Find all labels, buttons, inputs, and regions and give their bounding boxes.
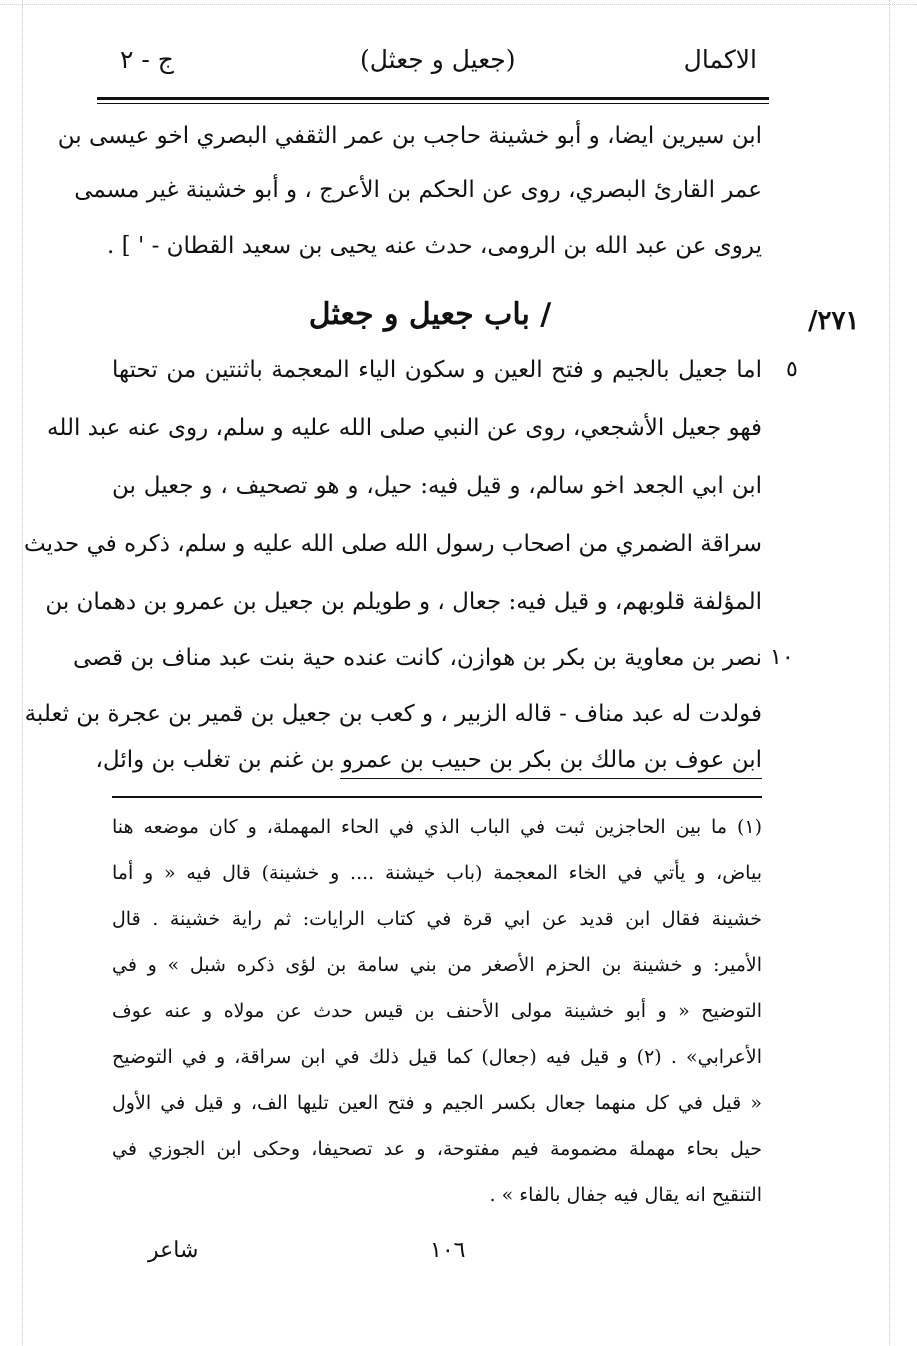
body-line: ابن سيرين ايضا، و أبو خشينة حاجب بن عمر الثقفي البصري اخو عيسى بن bbox=[57, 123, 762, 149]
footnote-line: بياض، و يأتي في الخاء المعجمة (باب خيشنة .... و خشينة) قال فيه « و أما bbox=[112, 862, 762, 884]
line-number-10: ١٠ bbox=[770, 645, 794, 670]
footnote-separator bbox=[112, 796, 762, 798]
printer-signature: شاعر bbox=[148, 1238, 199, 1263]
body-line: فهو جعيل الأشجعي، روى عن النبي صلى الله عليه و سلم، روى عنه عبد الله bbox=[47, 415, 762, 441]
footnote-line: (١) ما بين الحاجزين ثبت في الباب الذي في الحاء المهملة، و كان موضعه هنا bbox=[112, 816, 762, 838]
volume-label: ج - ٢ bbox=[120, 45, 174, 74]
footnote-line: « قيل في كل منهما جعال بكسر الجيم و فتح العين تليها الف، و قيل في الأول bbox=[112, 1092, 762, 1114]
text-underline bbox=[340, 778, 762, 779]
body-line: يروى عن عبد الله بن الرومى، حدث عنه يحيى بن سعيد القطان - ' ] . bbox=[107, 233, 762, 259]
book-title: الاكمال bbox=[683, 45, 757, 74]
scan-guide-top bbox=[0, 4, 917, 5]
page-number: ١٠٦ bbox=[430, 1238, 466, 1263]
section-title: / باب جعيل و جعثل bbox=[308, 297, 552, 332]
footnote-line: التنقيح انه يقال فيه جفال بالفاء » . bbox=[489, 1184, 762, 1206]
running-title: (جعيل و جعثل) bbox=[360, 45, 516, 74]
footnote-line: التوضيح « و أبو خشينة مولى الأحنف بن قيس حدث عن مولاه و عنه عوف bbox=[112, 1000, 762, 1022]
header-rule-thick bbox=[97, 97, 769, 100]
footnote-line: خشينة فقال ابن قديد عن ابي قرة في كتاب الرايات: ثم راية خشينة . قال bbox=[112, 908, 762, 930]
footnote-line: الأعرابي» . (٢) و قيل فيه (جعال) كما قيل ذلك في ابن سراقة، و في التوضيح bbox=[112, 1046, 762, 1068]
section-number: /٢٧١ bbox=[808, 306, 860, 336]
body-line: نصر بن معاوية بن بكر بن هوازن، كانت عنده حية بنت عبد مناف بن قصى bbox=[72, 645, 762, 671]
body-line: المؤلفة قلوبهم، و قيل فيه: جعال ، و طويلم بن جعيل بن عمرو بن دهمان بن bbox=[45, 589, 762, 615]
header-rule-thin bbox=[97, 103, 769, 104]
scan-guide-left bbox=[22, 0, 23, 1346]
body-line: ابن عوف بن مالك بن بكر بن حبيب بن عمرو بن غنم بن تغلب بن وائل، bbox=[95, 747, 762, 773]
body-line: اما جعيل بالجيم و فتح العين و سكون الياء المعجمة باثنتين من تحتها bbox=[112, 357, 762, 383]
body-line: عمر القارئ البصري، روى عن الحكم بن الأعرج ، و أبو خشينة غير مسمى bbox=[74, 177, 762, 203]
body-line: سراقة الضمري من اصحاب رسول الله صلى الله عليه و سلم، ذكره في حديث bbox=[24, 531, 762, 557]
scan-guide-right bbox=[889, 0, 890, 1346]
body-line: ابن ابي الجعد اخو سالم، و قيل فيه: حيل، و هو تصحيف ، و جعيل بن bbox=[112, 473, 762, 499]
body-line: فولدت له عبد مناف - قاله الزبير ، و كعب بن جعيل بن قمير بن عجرة بن ثعلبة bbox=[24, 701, 762, 727]
footnote-line: حيل بحاء مهملة مضمومة فيم مفتوحة، و عد تصحيفا، وحكى ابن الجوزي في bbox=[112, 1138, 762, 1160]
footnote-line: الأمير: و خشينة بن الحزم الأصغر من بني سامة بن لؤى ذكره شبل » و في bbox=[112, 954, 762, 976]
line-number-5: ٥ bbox=[786, 357, 798, 382]
